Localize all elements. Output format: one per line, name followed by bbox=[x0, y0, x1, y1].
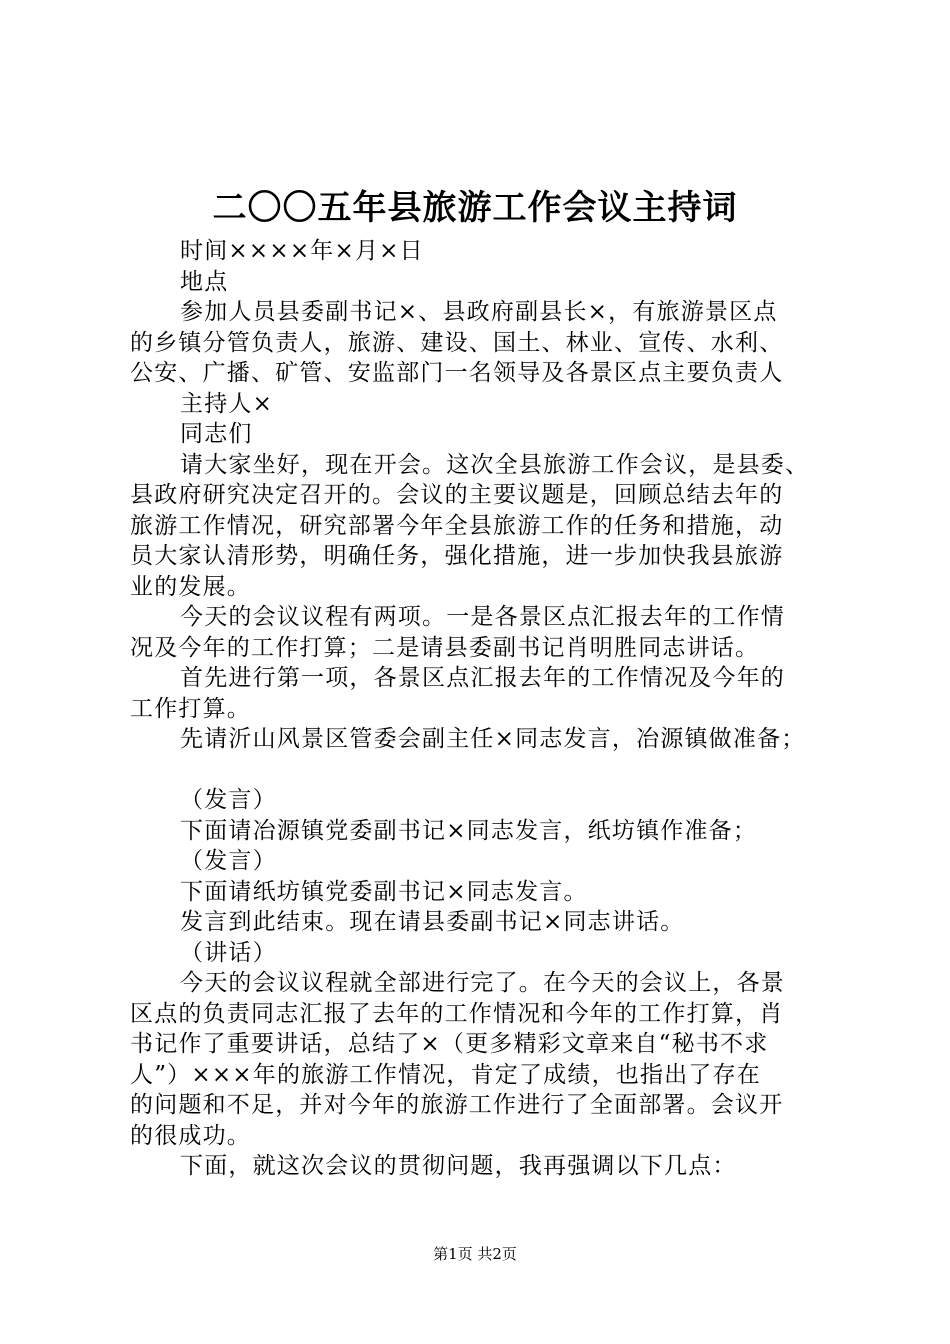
paragraph-line: 首先进行第一项，各景区点汇报去年的工作情况及今年的 bbox=[180, 665, 785, 691]
paragraph-line: 下面，就这次会议的贯彻问题，我再强调以下几点： bbox=[180, 1153, 737, 1179]
blank-line bbox=[130, 755, 830, 786]
paragraph-line: 况及今年的工作打算；二是请县委副书记肖明胜同志讲话。 bbox=[130, 634, 760, 661]
paragraph-line: 的问题和不足，并对今年的旅游工作进行了全面部署。会议开 bbox=[130, 1092, 784, 1118]
paragraph-line: 区点的负责同志汇报了去年的工作情况和今年的工作打算，肖 bbox=[130, 1000, 784, 1027]
paragraph-line: 地点 bbox=[180, 268, 229, 295]
paragraph-line: 先请沂山风景区管委会副主任×同志发言，冶源镇做准备； bbox=[180, 726, 806, 752]
paragraph-line: 今天的会议议程就全部进行完了。在今天的会议上，各景 bbox=[180, 970, 785, 996]
paragraph-line: 县政府研究决定召开的。会议的主要议题是，回顾总结去年的 bbox=[130, 482, 784, 508]
paragraph-line: 同志们 bbox=[180, 421, 253, 447]
paragraph-line: 今天的会议议程有两项。一是各景区点汇报去年的工作情 bbox=[180, 604, 785, 630]
paragraph-line: 参加人员县委副书记×、县政府副县长×，有旅游景区点 bbox=[180, 299, 778, 325]
paragraph-line: 下面请冶源镇党委副书记×同志发言，纸坊镇作准备； bbox=[180, 817, 758, 844]
paragraph-line: （发言） bbox=[180, 848, 277, 874]
paragraph-line: 书记作了重要讲话，总结了×（更多精彩文章来自“秘书不求 bbox=[130, 1031, 769, 1057]
paragraph-line: 公安、广播、矿管、安监部门一名领导及各景区点主要负责人 bbox=[130, 360, 784, 386]
paragraph-line: 旅游工作情况，研究部署今年全县旅游工作的任务和措施，动 bbox=[130, 512, 784, 539]
paragraph-line: 业的发展。 bbox=[130, 573, 251, 600]
paragraph-line: 人”）×××年的旅游工作情况，肯定了成绩，也指出了存在 bbox=[130, 1061, 761, 1088]
paragraph-line: 主持人× bbox=[180, 390, 274, 417]
paragraph-line: 时间××××年×月×日 bbox=[180, 238, 424, 264]
paragraph-line: （讲话） bbox=[180, 939, 277, 966]
paragraph-line: 下面请纸坊镇党委副书记×同志发言。 bbox=[180, 878, 588, 905]
paragraph-line: 请大家坐好，现在开会。这次全县旅游工作会议，是县委、 bbox=[180, 451, 810, 478]
paragraph-line: 员大家认清形势，明确任务，强化措施，进一步加快我县旅游 bbox=[130, 543, 784, 569]
paragraph-line: 的乡镇分管负责人，旅游、建设、国土、林业、宣传、水利、 bbox=[130, 329, 784, 356]
paragraph-line: 发言到此结束。现在请县委副书记×同志讲话。 bbox=[180, 909, 685, 935]
document-title: 二〇〇五年县旅游工作会议主持词 bbox=[212, 188, 738, 228]
page-number: 第1页 共2页 bbox=[433, 1245, 517, 1263]
paragraph-line: 的很成功。 bbox=[130, 1122, 251, 1149]
document-body bbox=[130, 236, 830, 1182]
paragraph-line: （发言） bbox=[180, 787, 277, 813]
paragraph-line: 工作打算。 bbox=[130, 695, 251, 722]
